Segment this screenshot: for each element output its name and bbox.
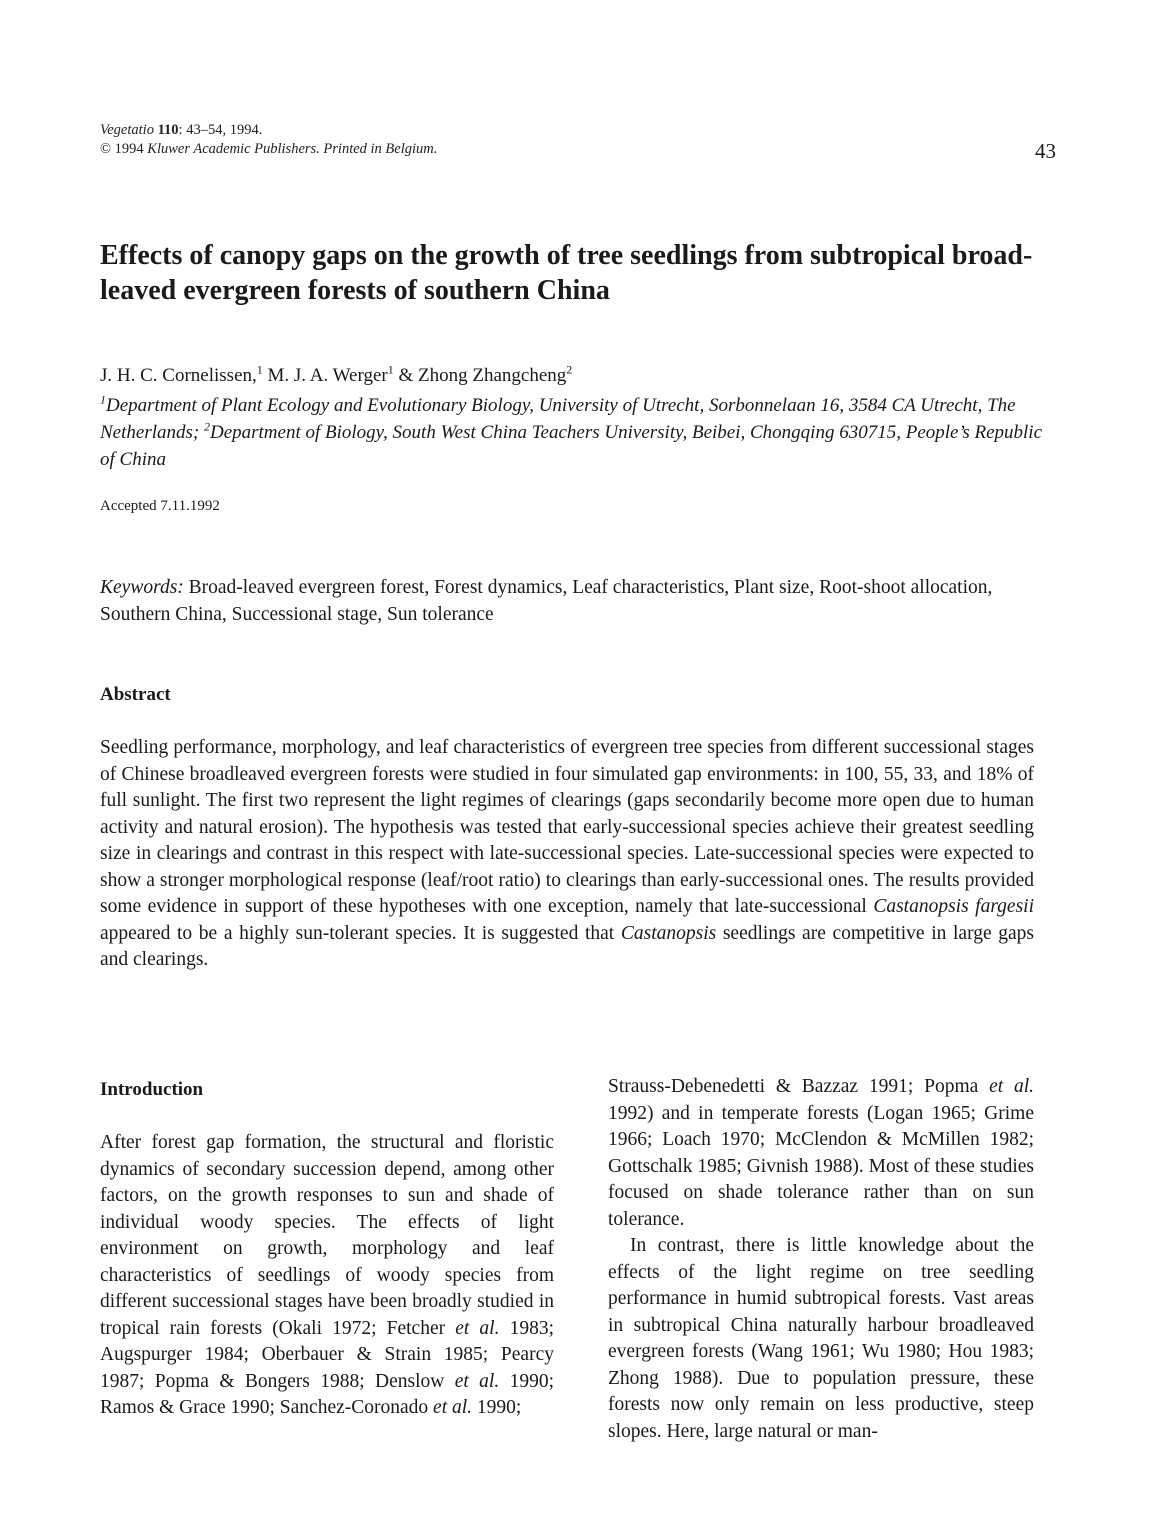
journal-line	[100, 121, 437, 140]
species-name: Castanopsis	[620, 922, 717, 944]
body-text: 1990; Ramos & Grace 1990; Sanchez-Coronado	[100, 1370, 555, 1418]
accepted-date: Accepted 7.11.1992	[100, 498, 220, 514]
introduction-heading: Introduction	[100, 1079, 204, 1100]
keywords	[100, 574, 1060, 628]
paragraph	[608, 1074, 1034, 1233]
et-al: et al.	[989, 1076, 1035, 1097]
journal-name: Vegetatio	[100, 122, 154, 138]
abstract-segment: seedlings are competitive in large gaps and clearings.	[100, 922, 1034, 970]
introduction-left-column	[100, 1130, 554, 1422]
body-text: 1990;	[476, 1397, 522, 1418]
author-affiliation-mark: 2	[566, 362, 573, 377]
author-name: J. H. C. Cornelissen,	[100, 365, 257, 386]
affiliation-mark: 1	[100, 392, 106, 407]
abstract-segment: appeared to be a highly sun-tolerant species. It is suggested that	[100, 922, 615, 944]
author-name: M. J. A. Werger	[267, 365, 388, 386]
journal-volume: 110	[157, 122, 179, 138]
body-text: Strauss-Debenedetti & Bazzaz 1991; Popma	[608, 1076, 979, 1097]
abstract-segment: Seedling performance, morphology, and leaf characteristics of evergreen tree species from different successional stages of Chinese broadleaved evergreen forests were studied in four simulated gap environments: in 100, 55, 33, and 18% of full sunlight. The first two represent the light regimes of clearings (gaps secondarily become more open due to human activity and natural erosion). The hypothesis was tested that early-successional species achieve their greatest seedling size in clearings and contrast in this respect with late-successional species. Late-successional species were expected to show a stronger morphological response (leaf/root ratio) to clearings than early-successional ones. The results provided some evidence in support of these hypotheses with one exception, namely that late-successional	[100, 737, 1034, 917]
introduction-right-column	[608, 1074, 1034, 1445]
paragraph: In contrast, there is little knowledge about the effects of the light regime on tree seedling performance in humid subtropical forests. Vast areas in subtropical China naturally harbour broadleaved evergreen forests (Wang 1961; Wu 1980; Hou 1983; Zhong 1988). Due to population pressure, these forests now only remain on less productive, steep slopes. Here, large natural or man-	[608, 1235, 1034, 1442]
affiliation-mark: 2	[203, 419, 210, 434]
journal-pages-year: : 43–54, 1994.	[178, 122, 263, 138]
affiliation-2: Department of Biology, South West China Teachers University, Beibei, Chongqing 630715, People’s Republic of China	[100, 422, 1043, 470]
affiliation-1: Department of Plant Ecology and Evolutionary Biology, University of Utrecht, Sorbonnelaan 16, 3584 CA Utrecht, The Netherlands;	[100, 395, 1016, 443]
affiliations	[100, 392, 1060, 473]
author-separator: &	[398, 365, 414, 386]
keywords-text: Broad-leaved evergreen forest, Forest dynamics, Leaf characteristics, Plant size, Root-shoot allocation, Southern China, Successional stage, Sun tolerance	[100, 577, 993, 625]
publisher: Kluwer Academic Publishers. Printed in Belgium.	[147, 141, 438, 157]
body-text: After forest gap formation, the structural and floristic dynamics of secondary succession depend, among other factors, on the growth responses to sun and shade of individual woody species. The effects of light environment on growth, morphology and leaf characteristics of seedlings of woody species from different successional stages have been broadly studied in tropical rain forests (Okali 1972; Fetcher	[100, 1132, 554, 1339]
et-al: et al.	[455, 1317, 500, 1339]
body-text: 1983; Augspurger 1984; Oberbauer & Strain 1985; Pearcy 1987; Popma & Bongers 1988; Denslow	[100, 1317, 554, 1392]
author-list	[100, 364, 572, 387]
author-affiliation-mark: 1	[256, 362, 263, 377]
copyright-line	[100, 140, 437, 159]
keywords-label: Keywords:	[100, 577, 184, 598]
et-al: et al.	[454, 1370, 500, 1392]
abstract-text	[100, 735, 1034, 974]
article-title: Effects of canopy gaps on the growth of tree seedlings from subtropical broad-leaved evergreen forests of southern China	[100, 240, 1033, 306]
abstract-heading: Abstract	[100, 684, 171, 705]
author-affiliation-mark: 1	[387, 362, 394, 377]
species-name: Castanopsis fargesii	[873, 896, 1035, 917]
author-name: Zhong Zhangcheng	[418, 365, 567, 386]
page-number: 43	[1035, 139, 1056, 163]
et-al: et al.	[433, 1397, 473, 1418]
copyright-prefix: © 1994	[100, 141, 144, 157]
body-text: 1992) and in temperate forests (Logan 1965; Grime 1966; Loach 1970; McClendon & McMillen 1982; Gottschalk 1985; Givnish 1988). Most of these studies focused on shade tolerance rather than on sun tolerance.	[608, 1102, 1034, 1230]
journal-citation	[100, 121, 437, 159]
